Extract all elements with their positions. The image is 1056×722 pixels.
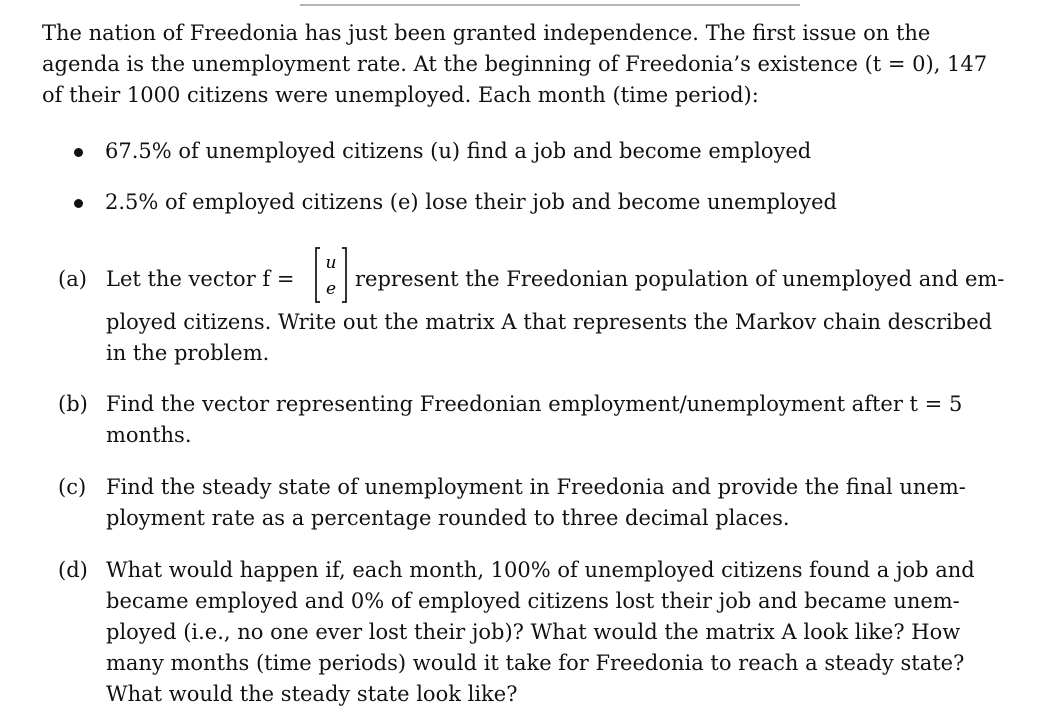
intro-line-3: of their 1000 citizens were unemployed. Each month (time period): [42, 83, 759, 107]
problem-introduction [42, 18, 1002, 111]
bullet-dot-icon [74, 148, 83, 157]
part-a-label: (a) [58, 267, 87, 291]
part-a-line-3: in the problem. [106, 341, 270, 365]
part-b-line-2: months. [106, 423, 192, 447]
part-d-line-5: What would the steady state look like? [106, 682, 518, 706]
part-b-body [106, 389, 1001, 451]
bullet-text-1: 67.5% of unemployed citizens (u) find a job and become employed [105, 139, 812, 163]
part-a-rest [106, 307, 1001, 369]
part-c-body [106, 472, 1001, 534]
bullet-dot-icon [74, 199, 83, 208]
part-a-first-line [106, 245, 1005, 306]
part-b-label: (b) [58, 392, 88, 416]
bullet-unemployed-transition [74, 139, 994, 190]
transition-rules-list [74, 139, 994, 241]
bullet-employed-transition [74, 190, 994, 241]
part-d-line-4: many months (time periods) would it take for Freedonia to reach a steady state? [106, 651, 965, 675]
cropped-top-line [300, 0, 800, 6]
part-a-body [106, 245, 1005, 365]
part-a-lead: Let the vector f = [106, 267, 295, 291]
part-d-label: (d) [58, 558, 88, 582]
vector-bracket-icon [314, 246, 348, 304]
vector-e: e [325, 279, 337, 299]
part-c-line-1: Find the steady state of unemployment in Freedonia and provide the final unem- [106, 475, 966, 499]
part-c-label: (c) [58, 475, 87, 499]
intro-line-2: agenda is the unemployment rate. At the beginning of Freedonia’s existence (t = 0), 147 [42, 52, 988, 76]
bullet-text-2: 2.5% of employed citizens (e) lose their job and become unemployed [105, 190, 837, 214]
intro-line-1: The nation of Freedonia has just been granted independence. The first issue on the [42, 21, 931, 45]
part-a-line-2: ployed citizens. Write out the matrix A that represents the Markov chain described [106, 310, 993, 334]
part-c-line-2: ployment rate as a percentage rounded to three decimal places. [106, 506, 790, 530]
part-a-line-1-rest: represent the Freedonian population of unemployed and em- [355, 267, 1005, 291]
part-d-line-3: ployed (i.e., no one ever lost their job)? What would the matrix A look like? How [106, 620, 961, 644]
vector-u: u [325, 253, 337, 273]
part-d-line-1: What would happen if, each month, 100% of unemployed citizens found a job and [106, 558, 975, 582]
part-d-line-2: became employed and 0% of employed citizens lost their job and became unem- [106, 589, 960, 613]
cropped-top-text-edge [0, 0, 1056, 6]
part-d-body [106, 555, 1001, 710]
part-b-line-1: Find the vector representing Freedonian employment/unemployment after t = 5 [106, 392, 963, 416]
